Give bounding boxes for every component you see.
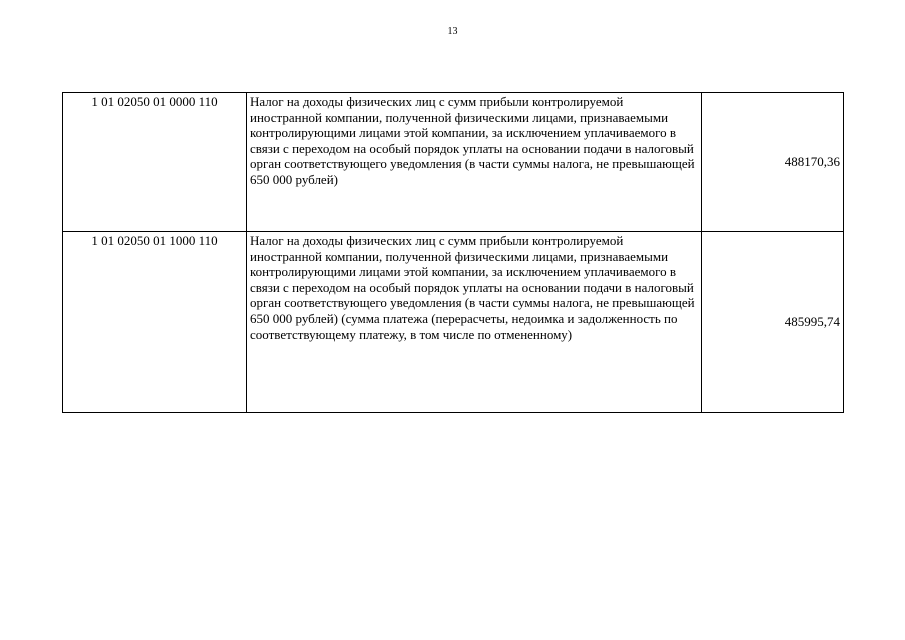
description-cell: Налог на доходы физических лиц с сумм прибыли контролируемой иностранной компании, полученной физическими лицами, признаваемыми контролирующими лицами этой компании, за исключением уплачиваемого в связи с переходом на особый порядок уплаты на основании подачи в налоговый орган соответствующего уведомления (в части суммы налога, не превышающей 650 000 рублей) (сумма платежа (перерасчеты, недоимка и задолженность по соответствующему платежу, в том числе по отмененному)	[247, 232, 702, 413]
amount-cell: 485995,74	[702, 232, 844, 413]
table-row	[63, 232, 844, 413]
budget-revenue-table	[62, 92, 844, 413]
page-number: 13	[447, 26, 458, 37]
table-row	[63, 93, 844, 232]
classification-code-cell: 1 01 02050 01 0000 110	[63, 93, 247, 232]
amount-cell: 488170,36	[702, 93, 844, 232]
description-cell: Налог на доходы физических лиц с сумм прибыли контролируемой иностранной компании, полученной физическими лицами, признаваемыми контролирующими лицами этой компании, за исключением уплачиваемого в связи с переходом на особый порядок уплаты на основании подачи в налоговый орган соответствующего уведомления (в части суммы налога, не превышающей 650 000 рублей)	[247, 93, 702, 232]
classification-code-cell: 1 01 02050 01 1000 110	[63, 232, 247, 413]
